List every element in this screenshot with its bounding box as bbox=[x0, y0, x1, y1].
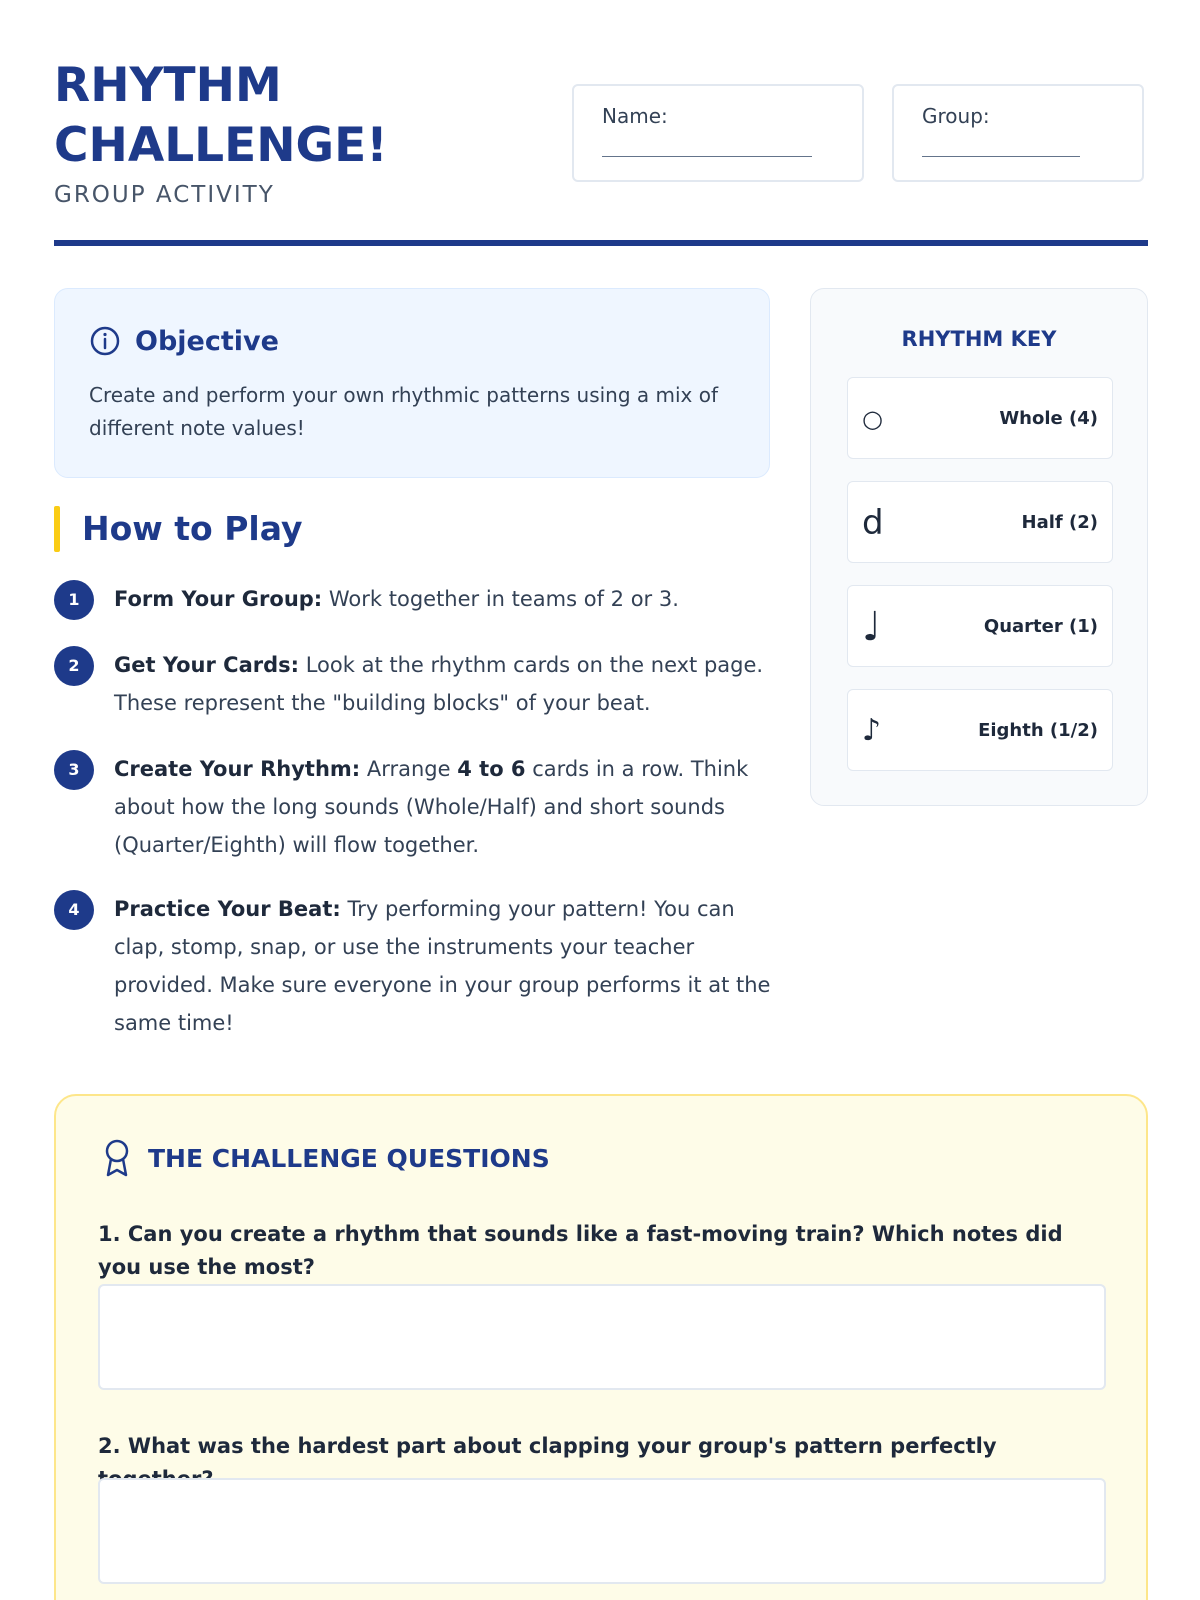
header-divider bbox=[54, 240, 1148, 246]
answer-2-box[interactable] bbox=[98, 1478, 1106, 1584]
info-icon bbox=[89, 325, 121, 357]
step-title: Practice Your Beat: bbox=[114, 897, 341, 921]
name-field[interactable] bbox=[572, 84, 864, 182]
group-field-line bbox=[922, 156, 1080, 157]
rhythm-key-card-whole bbox=[847, 377, 1113, 459]
challenge-questions-box bbox=[54, 1094, 1148, 1600]
step-text bbox=[114, 646, 774, 722]
whole-note-icon: ○ bbox=[862, 405, 883, 433]
page-subtitle: GROUP ACTIVITY bbox=[54, 182, 275, 208]
step-body: Look at the rhythm cards on the next page. These represent the "building blocks" of your beat. bbox=[114, 653, 764, 715]
step-number: 2 bbox=[54, 646, 94, 686]
award-ribbon-icon bbox=[102, 1138, 132, 1178]
title-line-2: CHALLENGE! bbox=[54, 118, 388, 173]
name-field-label: Name: bbox=[602, 104, 668, 128]
step-title: Form Your Group: bbox=[114, 587, 323, 611]
step-number: 4 bbox=[54, 890, 94, 930]
answer-1-box[interactable] bbox=[98, 1284, 1106, 1390]
step-emphasis: 4 to 6 bbox=[457, 757, 526, 781]
step-body: Work together in teams of 2 or 3. bbox=[322, 587, 679, 611]
objective-box bbox=[54, 288, 770, 478]
eighth-note-icon: ♪ bbox=[862, 713, 882, 748]
objective-title: Objective bbox=[135, 325, 279, 357]
rhythm-key-panel bbox=[810, 288, 1148, 806]
half-note-icon: d bbox=[862, 503, 884, 543]
rhythm-key-card-half bbox=[847, 481, 1113, 563]
group-field-label: Group: bbox=[922, 104, 990, 128]
rhythm-key-card-quarter bbox=[847, 585, 1113, 667]
challenge-title: THE CHALLENGE QUESTIONS bbox=[148, 1143, 550, 1173]
rhythm-key-label: Quarter (1) bbox=[983, 616, 1098, 637]
challenge-heading bbox=[102, 1138, 550, 1178]
rhythm-key-label: Half (2) bbox=[1021, 512, 1098, 533]
question-2-text: 2. What was the hardest part about clapping your group's pattern perfectly bbox=[98, 1434, 997, 1458]
step-body: cards in a row. Think about how the long sounds (Whole/Half) and short sounds (Quarter/Eighth) will flow together. bbox=[114, 757, 749, 857]
step-title: Create Your Rhythm: bbox=[114, 757, 361, 781]
step-text bbox=[114, 890, 774, 1042]
question-1-text: 1. Can you create a rhythm that sounds like a fast-moving train? Which notes did you use the most? bbox=[98, 1222, 1063, 1279]
group-field[interactable] bbox=[892, 84, 1144, 182]
rhythm-key-label: Whole (4) bbox=[999, 408, 1098, 429]
rhythm-key-label: Eighth (1/2) bbox=[978, 720, 1098, 741]
step-number: 1 bbox=[54, 580, 94, 620]
step-body: Arrange bbox=[360, 757, 458, 781]
step-number: 3 bbox=[54, 750, 94, 790]
name-field-line bbox=[602, 156, 812, 157]
heading-accent-bar bbox=[54, 506, 60, 552]
step-body: Try performing your pattern! You can clap, stomp, snap, or use the instruments your teacher provided. Make sure everyone in your group performs it at the same time! bbox=[114, 897, 771, 1035]
objective-text: Create and perform your own rhythmic patterns using a mix of different note values! bbox=[89, 383, 719, 440]
rhythm-key-card-eighth bbox=[847, 689, 1113, 771]
objective-heading bbox=[89, 325, 279, 357]
how-to-play-title: How to Play bbox=[82, 509, 303, 548]
title-line-1: RHYTHM bbox=[54, 58, 282, 113]
step-text bbox=[114, 750, 774, 864]
step-text bbox=[114, 580, 774, 618]
worksheet-header bbox=[54, 56, 1148, 246]
rhythm-key-title: RHYTHM KEY bbox=[901, 327, 1057, 351]
quarter-note-icon: ♩ bbox=[862, 604, 881, 650]
step-title: Get Your Cards: bbox=[114, 653, 300, 677]
